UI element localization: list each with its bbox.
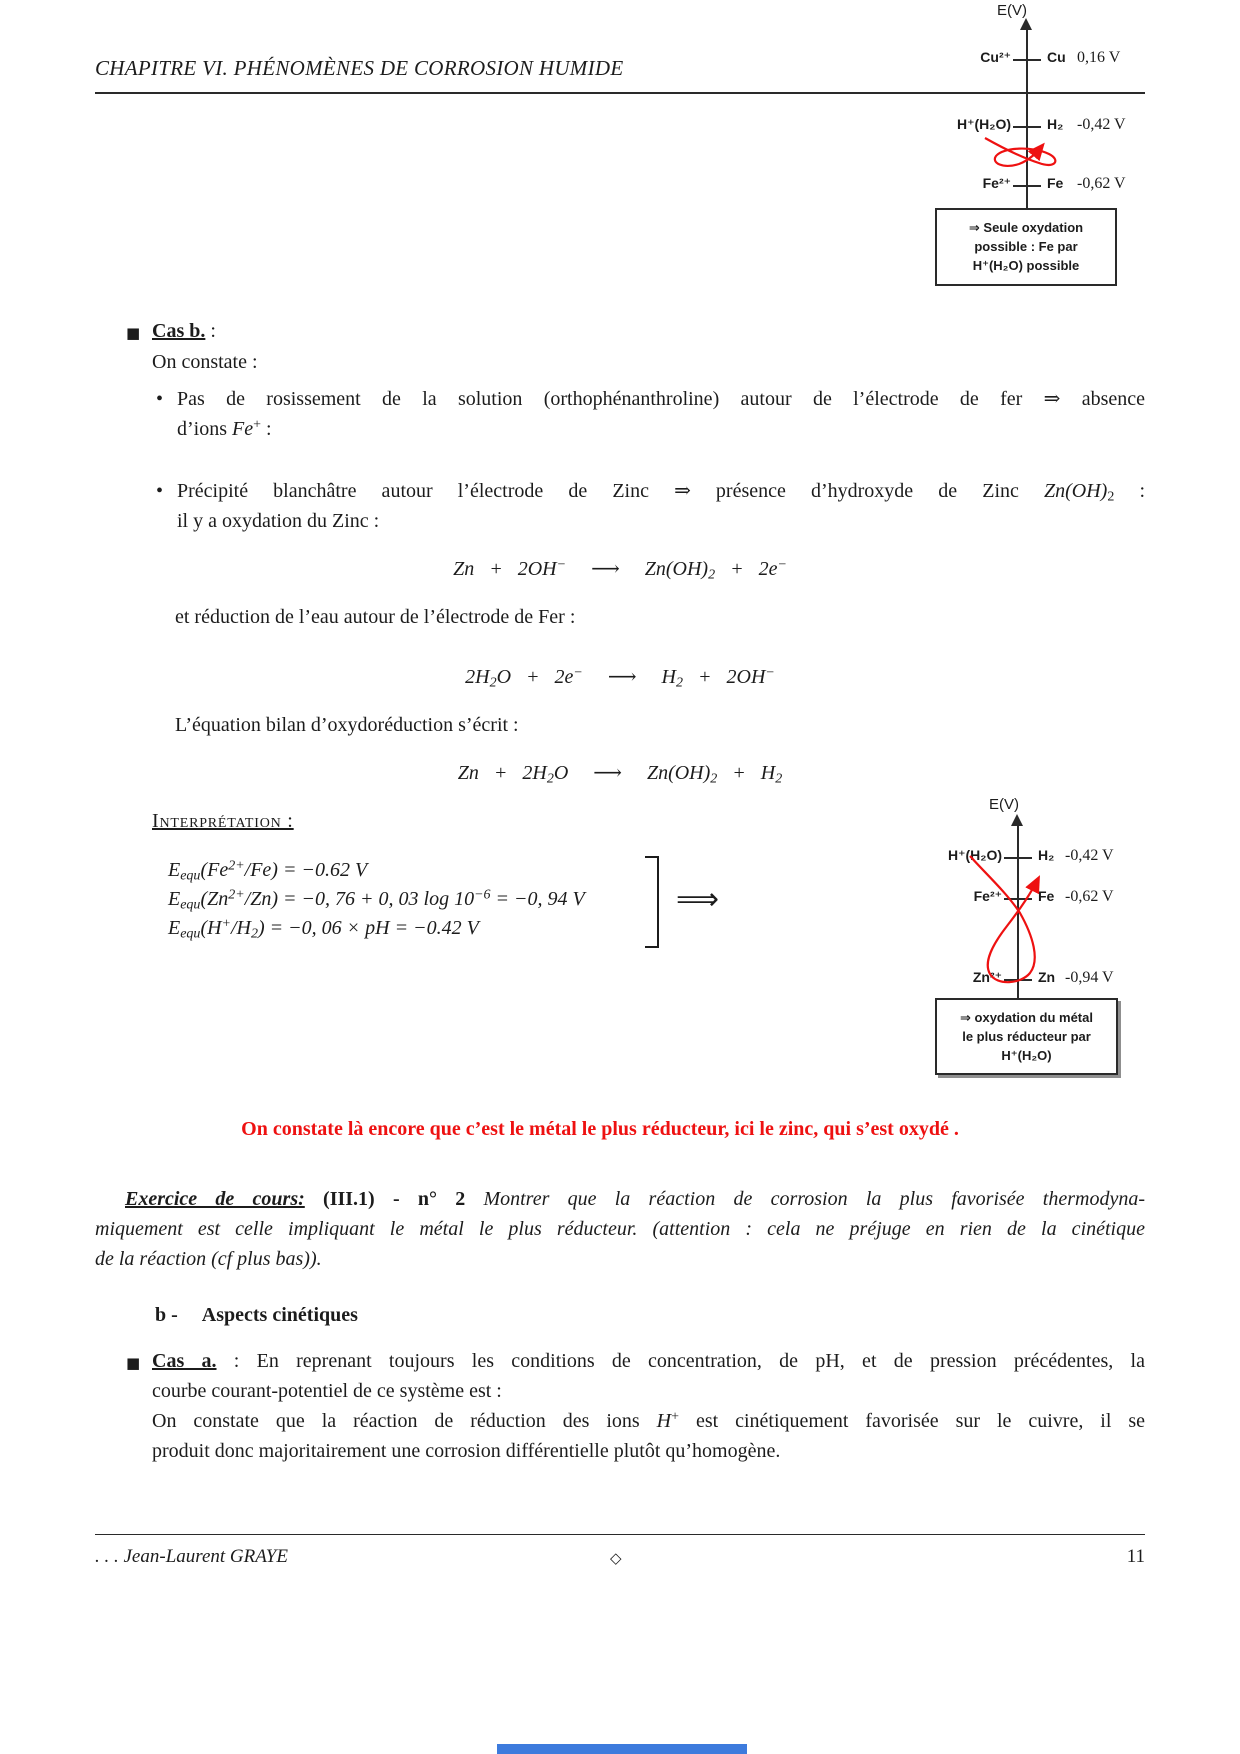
- note-line: ⇒ oxydation du métal: [960, 1010, 1093, 1025]
- cas-a-block: [126, 1346, 1146, 1466]
- equation-water-reduction: $2H_2O + 2e^-$ ⟶ $H_2 + 2OH^-$: [465, 665, 775, 691]
- bilan-sentence: L’équation bilan d’oxydoréduction s’écrit :: [175, 714, 519, 736]
- section-b-heading: [155, 1304, 358, 1327]
- ox-species: H⁺(H₂O): [947, 847, 1002, 863]
- red-species: Fe: [1038, 888, 1055, 904]
- level-tick: [1013, 185, 1041, 187]
- cas-a-text-1: : En reprenant toujours les conditions de concentration, de pH, et de pression précédentes, la: [216, 1350, 1145, 1372]
- note-line: H⁺(H₂O): [1001, 1048, 1052, 1063]
- note-line: possible : Fe par: [974, 239, 1078, 254]
- potential-value: 0,16 V: [1077, 49, 1121, 66]
- note-box-oxydation-metal: [935, 998, 1118, 1075]
- note-line: ⇒ Seule oxydation: [968, 220, 1084, 235]
- exercise-text-2: miquement est celle impliquant le métal le plus réducteur. (attention : cela ne préjuge en rien de la cinétique: [95, 1218, 1145, 1240]
- square-bullet-icon: ■: [126, 324, 141, 342]
- cas-a-line1: [152, 1346, 1145, 1376]
- bottom-blue-bar: [497, 1744, 747, 1754]
- exercise-ref: (III.1) - n° 2: [323, 1188, 466, 1210]
- note-line: H⁺(H₂O) possible: [972, 258, 1080, 273]
- level-tick: [1004, 979, 1032, 981]
- red-species: Fe: [1047, 175, 1064, 191]
- potential-value: -0,62 V: [1065, 888, 1114, 905]
- potential-diagram-h-fe-zn: [885, 788, 1235, 1080]
- ox-species: H⁺(H₂O): [956, 116, 1011, 132]
- note-box-seule-oxydation: [935, 208, 1117, 286]
- diamond-icon: ◇: [610, 1551, 622, 1567]
- red-species: Cu: [1047, 49, 1066, 65]
- ox-species: Fe²⁺: [982, 175, 1011, 191]
- bullet-fer-line2: d’ions Fe+ :: [177, 417, 272, 440]
- right-bracket: [645, 856, 659, 948]
- potential-value: -0,94 V: [1065, 969, 1114, 986]
- interpretation-heading: Interprétation :: [152, 810, 294, 832]
- cas-b-label: Cas b.: [152, 320, 206, 342]
- axis-label: E(V): [989, 796, 1019, 813]
- cas-a-line2: courbe courant-potentiel de ce système est :: [152, 1380, 502, 1402]
- cas-b-sep: :: [205, 320, 216, 342]
- note-line: le plus réducteur par: [962, 1029, 1091, 1044]
- cas-a-label: Cas a.: [152, 1350, 217, 1372]
- eequ-zn: $E_{equ}(Zn^{2+}/Zn) = -0$, 76 + 0, 03 $\log 10^{-6} = -0$, 94 V: [168, 887, 585, 913]
- cas-a-line4: produit donc majoritairement une corrosion différentielle plutôt qu’homogène.: [152, 1440, 781, 1462]
- level-cu: [885, 49, 1235, 71]
- potential-value: -0,62 V: [1077, 175, 1126, 192]
- bullet-fer: [156, 384, 1145, 444]
- bullet-zinc: [156, 476, 1145, 536]
- level-tick: [1004, 898, 1032, 900]
- red-species: H₂: [1047, 116, 1064, 132]
- bullet-zinc-line1: Précipité blanchâtre autour l’électrode de Zinc ⇒ présence d’hydroxyde de Zinc $Zn(OH)_2$ :: [177, 480, 1145, 505]
- red-species: Zn: [1038, 969, 1056, 985]
- section-b-index: b -: [155, 1304, 178, 1326]
- potential-value: -0,42 V: [1077, 116, 1126, 133]
- implies-arrow: ⟹: [676, 882, 720, 917]
- exercise-text-3: de la réaction (cf plus bas)).: [95, 1248, 322, 1270]
- potential-value: -0,42 V: [1065, 847, 1114, 864]
- level-h: [885, 847, 1235, 869]
- square-bullet-icon: ■: [126, 1354, 141, 1372]
- footer-author: . . . Jean-Laurent GRAYE: [95, 1546, 288, 1567]
- ox-species: Zn²⁺: [972, 969, 1002, 985]
- level-tick: [1004, 857, 1032, 859]
- bullet-fer-line1: Pas de rosissement de la solution (orthophénanthroline) autour de l’électrode de fer ⇒ absence: [177, 388, 1145, 410]
- cas-b-intro: On constate :: [152, 351, 258, 373]
- ox-species: Cu²⁺: [980, 49, 1011, 65]
- cas-b-heading: [126, 316, 216, 346]
- equation-zinc-oxidation: Zn + 2OH− ⟶ $Zn(OH)_2 + 2e^-$: [453, 557, 787, 583]
- bullet-icon: •: [156, 480, 164, 502]
- page-number: 11: [1126, 1546, 1145, 1567]
- exercise-label: Exercice de cours:: [125, 1188, 305, 1210]
- level-h: [885, 116, 1235, 138]
- reduction-sentence: et réduction de l’eau autour de l’électrode de Fer :: [175, 606, 576, 628]
- level-fe: [885, 888, 1235, 910]
- level-fe: [885, 175, 1235, 197]
- equilibrium-potentials: [168, 856, 585, 943]
- section-b-title: Aspects cinétiques: [201, 1304, 358, 1326]
- exercise-text-1: Montrer que la réaction de corrosion la plus favorisée thermodyna-: [483, 1188, 1145, 1210]
- footer-rule: [95, 1534, 1145, 1535]
- red-conclusion: On constate là encore que c’est le métal le plus réducteur, ici le zinc, qui s’est oxydé .: [241, 1118, 959, 1140]
- axis-label: E(V): [997, 2, 1027, 19]
- cas-a-line3: On constate que la réaction de réduction des ions H+ est cinétiquement favorisée sur le cuivre, il se: [152, 1409, 1146, 1432]
- footer: [95, 1546, 1145, 1574]
- equation-bilan: $Zn + 2H_2O$ ⟶ $Zn(OH)_2 + H_2$: [457, 762, 783, 787]
- red-species: H₂: [1038, 847, 1055, 863]
- bullet-icon: •: [156, 388, 164, 410]
- chapter-title: CHAPITRE VI. PHÉNOMÈNES DE CORROSION HUMIDE: [95, 56, 624, 80]
- potential-diagram-cu-h-fe: [885, 0, 1235, 292]
- level-tick: [1013, 59, 1041, 61]
- level-tick: [1013, 126, 1041, 128]
- ox-species: Fe²⁺: [973, 888, 1002, 904]
- level-zn: [885, 969, 1235, 991]
- eequ-fe: $E_{equ}(Fe^{2+}/Fe) = -0.62$ V: [168, 858, 368, 884]
- bullet-zinc-line2: il y a oxydation du Zinc :: [177, 510, 380, 532]
- eequ-h: $E_{equ}(H^+/H_2) = -0$, 06 × pH = −0.42 V: [168, 916, 479, 942]
- exercise-block: [95, 1184, 1145, 1274]
- exercise-line1: [95, 1184, 1145, 1214]
